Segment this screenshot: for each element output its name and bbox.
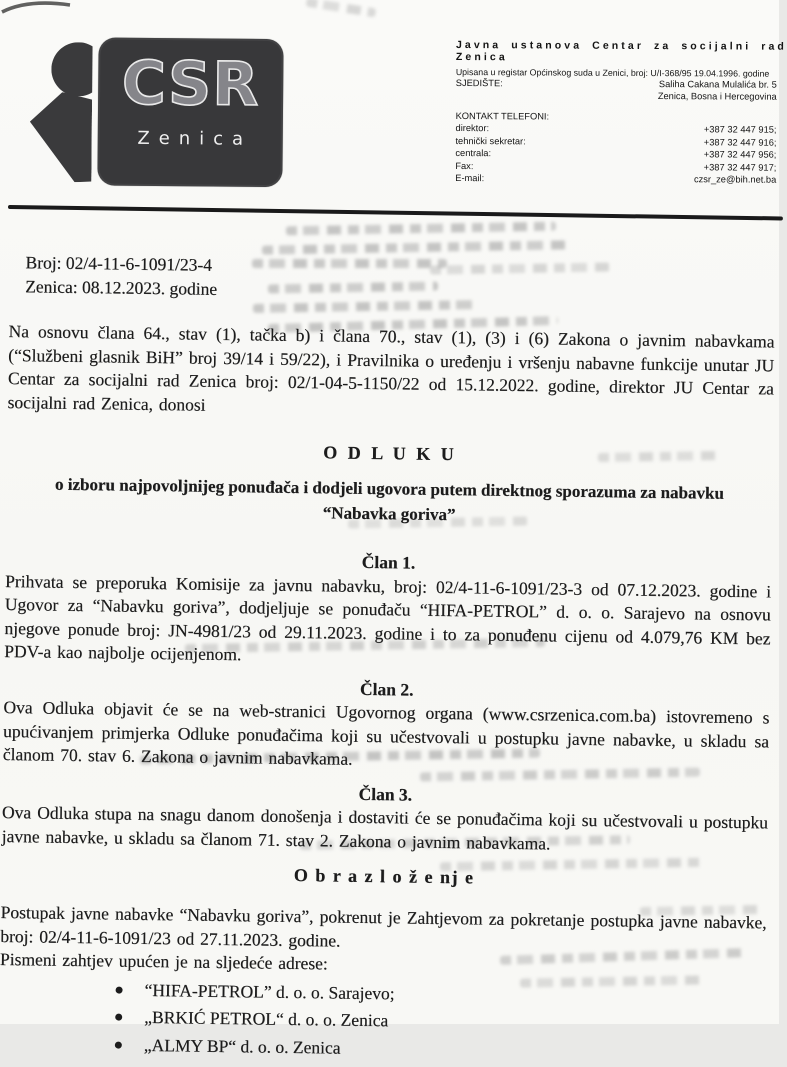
org-registration: Upisana u registar Općinskog suda u Zenici, broj: U/I-368/95 19.04.1996. godine [455,66,770,79]
article-3-body: Ova Odluka stupa na snagu danom donošenja i dostaviti će se ponuđačima koji su učestvovali u postupku javne nabavke, u skladu sa članom 71. stav 2. Zakona o javnim nabavkama. [1,801,769,853]
csr-logo [29,33,286,189]
bullet-dot [115,1014,122,1021]
rationale-paragraph-2: Pismeni zahtjev upućen je na sljedeće adrese: [0,948,328,974]
bullet-dot [116,986,123,993]
article-1-heading: Član 1. [361,551,416,573]
contact-value: +387 32 447 917; [703,162,777,173]
org-name-line1: Javna ustanova Centar za socijalni rad [455,39,787,53]
contact-label: direktor: [455,122,490,134]
header-divider-line [8,205,783,220]
decision-subtitle-line2: “Nabavka goriva” [322,502,456,524]
preamble-paragraph: Na osnovu člana 64., stav (1), tačka b) i člana 70., stav (1), (3) i (6) Zakona o javnim nabavkama (“Službeni glasnik BiH” broj 39/14 i 59/22), i Pravilnika o uređenju i vršenju nabavne funkcije unutar JU Centar za socijalni rad Zenica broj: 02/1-04-5-1150/22 od 15.12.2022. godine, direktor JU Centar za socijalni rad Zenica, donosi [7,321,775,415]
org-address-line2: Zenica, Bosna i Hercegovina [657,91,777,102]
letterhead [0,0,787,200]
contact-row [455,135,776,149]
logo-arrow-shape [29,92,92,183]
contact-label: centrala: [455,148,492,159]
article-1-body: Prihvata se preporuka Komisije za javnu nabavku, broj: 02/4-11-6-1091/23-3 od 07.12.2023. godine i Ugovor za “Nabavku goriva”, dodjeljuje se ponuđaču “HIFA-PETROL” d. o. o. Sarajevo na osnovu njegove ponude broj: JN-4981/23 od 29.11.2023. godine i to za ponuđenu cijenu od 4.079,76 KM bez PDV-a kao najbolje ocijenjenom. [4,570,772,665]
addressee-text: „BRKIĆ PETROL“ d. o. o. Zenica [144,1006,389,1031]
addressee-text: “HIFA-PETROL” d. o. o. Sarajevo; [144,979,395,1003]
logo-city-label: Zenica [137,127,253,150]
rationale-heading: O b r a z l o ž e nj e [293,864,475,888]
contact-value: czsr_ze@bih.net.ba [693,174,777,186]
article-3-heading: Član 3. [358,783,413,805]
org-address-line1: Saliha Cakana Mulalića br. 5 [658,79,777,90]
org-name-line2: Zenica [455,50,508,63]
contact-value: +387 32 447 916; [703,136,777,148]
document-id-block [25,250,776,308]
logo-acronym: CSR [121,48,260,120]
letterhead-info-block [455,39,787,187]
contact-row [455,172,776,186]
document-number: Broj: 02/4-11-6-1091/23-4 [25,252,213,275]
contact-value: +387 32 447 956; [703,149,777,160]
decision-subtitle [32,472,747,531]
article-2-heading: Član 2. [359,678,414,700]
decision-subtitle-line1: o izboru najpovoljnijeg ponuđača i dodjeli ugovora putem direktnog sporazuma za nabavku [54,474,724,503]
rationale-paragraph-1: Postupak javne nabavke “Nabavku goriva”, pokrenut je Zahtjevom za pokretanje postupka javne nabavke, broj: 02/4-11-6-1091/23 od 27.11.2023. godine. [0,901,767,951]
contact-label: tehnički sekretar: [455,135,526,146]
contacts-label: KONTAKT TELEFONI: [455,110,550,122]
logo-plate [97,37,283,187]
document-body [0,224,779,1067]
decision-title: O D L U K U [323,442,457,465]
bullet-dot [115,1041,122,1048]
addressee-text: „ALMY BP“ d. o. o. Zenica [143,1034,341,1058]
contact-label: E-mail: [455,173,485,184]
contact-label: Fax: [455,160,474,171]
contact-value: +387 32 447 915; [703,124,777,135]
seat-label: SJEDIŠTE: [455,77,503,89]
document-place-date: Zenica: 08.12.2023. godine [25,276,218,299]
addressee-list [0,974,766,1067]
article-2-body: Ova Odluka objavit će se na web-stranici Ugovornog organa (www.csrzenica.com.ba) istovremeno s upućivanjem primjerka Odluke ponuđačima koji su učestvovali u postupku javne nabavke, u skladu sa članom 70. stav 6. Zakona o javnim nabavkama. [2,696,770,769]
